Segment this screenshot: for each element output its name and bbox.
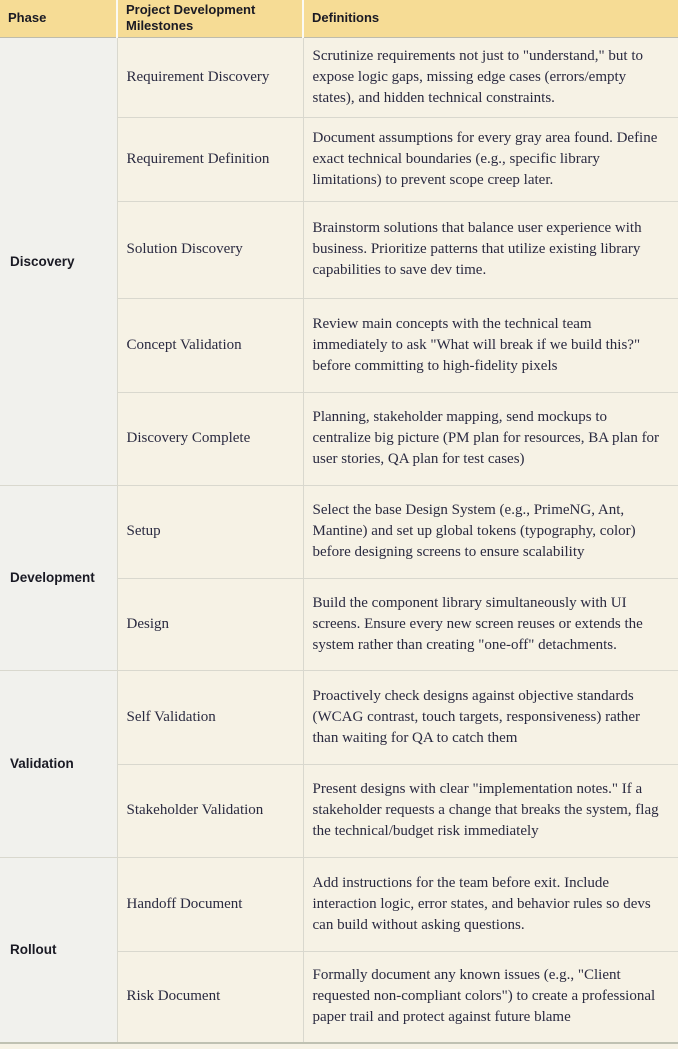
definition-cell: Formally document any known issues (e.g., "Client requested non-compliant colors") to create a professional paper trail and protect against future blame [303, 951, 678, 1043]
next-row-sliver [0, 1044, 678, 1049]
milestone-cell: Handoff Document [117, 857, 303, 951]
milestone-cell: Design [117, 578, 303, 670]
definition-cell: Planning, stakeholder mapping, send mockups to centralize big picture (PM plan for resources, BA plan for user stories, QA plan for test cases) [303, 392, 678, 485]
milestone-cell: Concept Validation [117, 298, 303, 392]
milestone-cell: Requirement Discovery [117, 37, 303, 117]
milestone-cell: Requirement Definition [117, 117, 303, 201]
definition-cell: Add instructions for the team before exit. Include interaction logic, error states, and behavior rules so devs can build without asking questions. [303, 857, 678, 951]
milestone-cell: Stakeholder Validation [117, 764, 303, 857]
definition-cell: Present designs with clear "implementation notes." If a stakeholder requests a change that breaks the system, flag the technical/budget risk immediately [303, 764, 678, 857]
table-row [0, 857, 678, 951]
definition-cell: Build the component library simultaneously with UI screens. Ensure every new screen reuses or extends the system rather than creating "one-off" detachments. [303, 578, 678, 670]
column-header-phase: Phase [0, 0, 117, 37]
phase-cell-validation: Validation [0, 670, 117, 857]
table-row [0, 37, 678, 117]
phase-cell-discovery: Discovery [0, 37, 117, 485]
milestone-cell: Discovery Complete [117, 392, 303, 485]
milestone-cell: Setup [117, 485, 303, 578]
definition-cell: Review main concepts with the technical team immediately to ask "What will break if we build this?" before committing to high-fidelity pixels [303, 298, 678, 392]
table-row [0, 485, 678, 578]
definition-cell: Select the base Design System (e.g., PrimeNG, Ant, Mantine) and set up global tokens (typography, color) before designing screens to ensure scalability [303, 485, 678, 578]
definition-cell: Brainstorm solutions that balance user experience with business. Prioritize patterns that utilize existing library capabilities to save dev time. [303, 201, 678, 298]
phase-cell-rollout: Rollout [0, 857, 117, 1043]
table-header-row [0, 0, 678, 37]
milestone-cell: Solution Discovery [117, 201, 303, 298]
definition-cell: Scrutinize requirements not just to "understand," but to expose logic gaps, missing edge cases (errors/empty states), and hidden technical constraints. [303, 37, 678, 117]
phase-cell-development: Development [0, 485, 117, 670]
milestone-cell: Risk Document [117, 951, 303, 1043]
column-header-milestones: Project Development Milestones [117, 0, 303, 37]
column-header-definitions: Definitions [303, 0, 678, 37]
table-row [0, 670, 678, 764]
milestone-cell: Self Validation [117, 670, 303, 764]
definition-cell: Document assumptions for every gray area found. Define exact technical boundaries (e.g., specific library limitations) to prevent scope creep later. [303, 117, 678, 201]
definition-cell: Proactively check designs against objective standards (WCAG contrast, touch targets, responsiveness) rather than waiting for QA to catch them [303, 670, 678, 764]
